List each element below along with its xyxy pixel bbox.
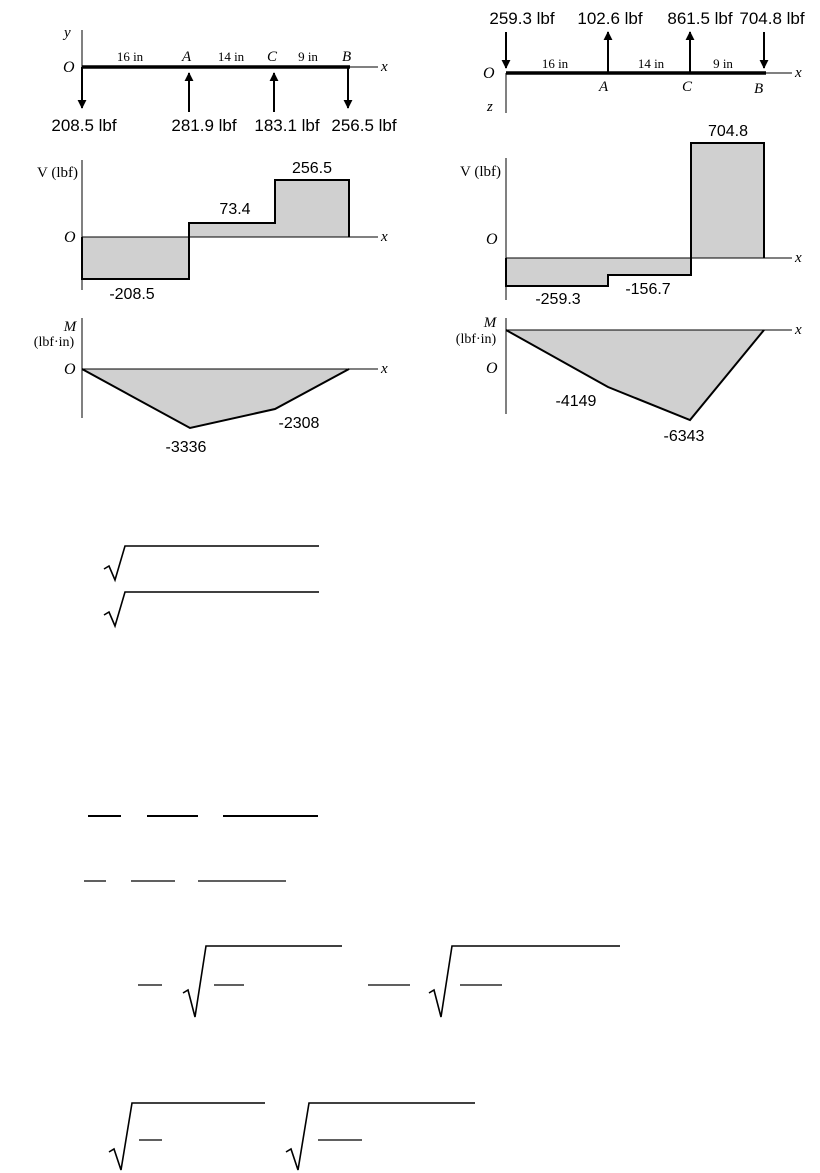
left-span-cb-label: 9 in: [298, 49, 318, 64]
right-load-z-label: z: [487, 99, 493, 115]
left-span-oa-label: 16 in: [116, 49, 144, 64]
right-shear-value-3: 704.8: [707, 123, 749, 140]
radical-sign-icon: [104, 592, 319, 626]
left-shear-diagram: [37, 160, 388, 303]
right-shear-origin-label: O: [486, 231, 498, 248]
left-force-c-label: 183.1 lbf: [254, 116, 320, 135]
right-point-b-label: B: [754, 81, 764, 97]
left-force-b-label: 256.5 lbf: [331, 116, 397, 135]
left-moment-x-label: x: [381, 361, 388, 377]
left-moment-origin-label: O: [64, 361, 76, 378]
left-shear-axis-label: V (lbf): [37, 165, 78, 181]
left-shear-x-label: x: [381, 229, 388, 245]
left-shear-value-3: 256.5: [291, 160, 333, 177]
right-shear-value-2: -156.7: [625, 281, 671, 298]
right-moment-x-label: x: [795, 322, 802, 338]
right-point-a-label: A: [599, 79, 609, 95]
right-span-cb-label: 9 in: [713, 56, 733, 71]
radical-sign-icon: [286, 1103, 475, 1170]
right-point-c-label: C: [682, 79, 693, 95]
right-force-b-label: 704.8 lbf: [739, 9, 805, 28]
right-moment-value-1: -4149: [555, 393, 597, 410]
radical-sign-icon: [429, 946, 620, 1017]
right-moment-axis-label-unit: (lbf·in): [455, 332, 497, 347]
right-load-diagram: [483, 9, 805, 115]
right-moment-diagram: [456, 315, 802, 445]
left-point-a-label: A: [182, 49, 192, 65]
right-span-ac-label: 14 in: [637, 56, 665, 71]
left-shear-value-2: 73.4: [219, 201, 251, 218]
right-load-origin-label: O: [483, 65, 495, 82]
right-force-a-label: 102.6 lbf: [577, 9, 643, 28]
left-moment-axis-label-m: M: [63, 319, 77, 335]
right-shear-diagram: [460, 123, 802, 308]
radical-sign-icon: [104, 546, 319, 580]
left-span-ac-label: 14 in: [217, 49, 245, 64]
left-moment-value-1: -3336: [165, 439, 207, 456]
right-moment-area: [506, 330, 764, 420]
equation-radical-1: [104, 546, 319, 580]
left-load-x-label: x: [381, 59, 388, 75]
right-shear-area: [506, 143, 764, 286]
left-moment-axis-label-unit: (lbf·in): [33, 335, 75, 350]
left-load-y-label: y: [64, 25, 71, 41]
radical-sign-icon: [109, 1103, 265, 1170]
left-point-b-label: B: [342, 49, 352, 65]
right-shear-axis-label: V (lbf): [460, 164, 501, 180]
right-shear-x-label: x: [795, 250, 802, 266]
right-force-o-label: 259.3 lbf: [489, 9, 555, 28]
left-point-c-label: C: [267, 49, 278, 65]
equation-radical-row-3: [138, 946, 620, 1017]
right-moment-origin-label: O: [486, 360, 498, 377]
equation-radical-2: [104, 592, 319, 626]
left-moment-diagram: [34, 318, 388, 456]
right-load-x-label: x: [795, 65, 802, 81]
right-moment-axis-label-m: M: [483, 315, 497, 331]
left-load-origin-label: O: [63, 59, 75, 76]
left-shear-value-1: -208.5: [109, 286, 155, 303]
left-shear-area: [82, 180, 349, 279]
right-shear-value-1: -259.3: [535, 291, 581, 308]
left-load-diagram: [51, 25, 396, 135]
left-force-a-label: 281.9 lbf: [171, 116, 237, 135]
right-force-c-label: 861.5 lbf: [667, 9, 733, 28]
radical-sign-icon: [183, 946, 342, 1017]
right-moment-value-2: -6343: [663, 428, 705, 445]
equation-radical-row-4: [109, 1103, 475, 1170]
right-span-oa-label: 16 in: [541, 56, 569, 71]
left-moment-value-2: -2308: [278, 415, 320, 432]
left-force-o-label: 208.5 lbf: [51, 116, 117, 135]
left-shear-origin-label: O: [64, 229, 76, 246]
